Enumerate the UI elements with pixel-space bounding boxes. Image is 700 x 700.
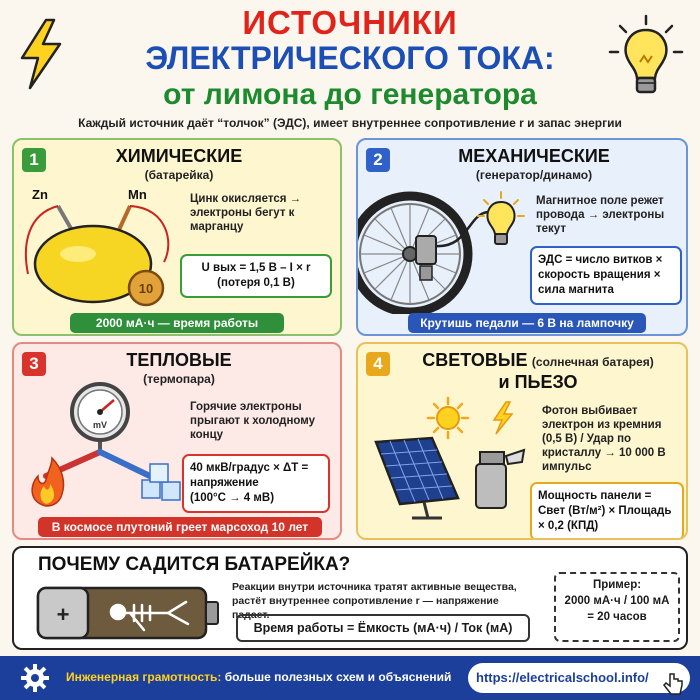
card-subtitle: (батарейка)	[144, 168, 214, 182]
card-number: 1	[22, 148, 46, 172]
header	[0, 0, 700, 140]
gear-icon	[20, 663, 50, 693]
light-bulb-icon	[606, 12, 686, 102]
card-thermal	[12, 342, 342, 540]
card-subtitle: (термопара)	[143, 372, 215, 386]
electrode-zn-label: Zn	[32, 187, 48, 202]
card-title: ХИМИЧЕСКИЕ	[115, 146, 243, 166]
card-mechanical	[356, 138, 688, 336]
footer-brand: Инженерная грамотность:	[66, 670, 222, 684]
voltmeter-icon	[72, 384, 128, 440]
card-banner: 2000 мА·ч — время работы	[70, 313, 284, 333]
card-title-line2: и ПЬЕЗО	[498, 372, 578, 392]
title-line-1: ИСТОЧНИКИ	[242, 4, 458, 41]
cursor-icon	[662, 672, 684, 696]
card-text: Фотон выбивает электрон из кремния (0,5 В) / Удар по кристаллу → 10 000 В импульс	[542, 405, 666, 473]
example-line: 2000 мА·ч / 100 мА	[564, 595, 670, 607]
formula-line: 40 мкВ/градус × ΔT =	[190, 462, 309, 474]
card-banner: Крутишь педали — 6 В на лампочку	[408, 313, 646, 333]
formula-box	[182, 454, 330, 513]
coin-label: 10	[138, 281, 154, 296]
card-number: 3	[22, 352, 46, 376]
formula-line: (100°C → 4 мВ)	[190, 492, 275, 504]
lighter-icon	[476, 450, 524, 508]
card-number: 2	[366, 148, 390, 172]
card-chemical	[12, 138, 342, 336]
card-title: СВЕТОВЫЕ	[422, 350, 528, 370]
lemon-illustration	[18, 184, 188, 308]
card-title-row	[398, 350, 678, 371]
fire-icon	[32, 458, 63, 506]
formula-line: U вых = 1,5 В – I × r	[201, 262, 311, 274]
card-title: ТЕПЛОВЫЕ	[126, 350, 232, 370]
example-title: Пример:	[592, 579, 642, 591]
ice-cubes-icon	[142, 464, 180, 500]
card-number: 4	[366, 352, 390, 376]
subtitle: Каждый источник даёт “толчок” (ЭДС), имеет внутреннее сопротивление r и запас энергии	[78, 116, 622, 130]
card-text: Горячие электроны прыгают к холодному концу	[190, 401, 316, 441]
formula-box: ЭДС = число витков × скорость вращения × сила магнита	[530, 246, 682, 305]
light-bulb-icon	[476, 190, 526, 252]
solar-illustration	[362, 394, 552, 520]
sun-icon	[428, 398, 468, 438]
dynamo-icon	[416, 236, 436, 280]
footer-url-link[interactable]	[468, 663, 690, 693]
card-title: МЕХАНИЧЕСКИЕ	[458, 146, 610, 166]
footer	[0, 656, 700, 700]
formula-box	[180, 254, 332, 298]
bicycle-wheel-icon	[358, 196, 468, 312]
card-subtitle: (генератор/динамо)	[475, 168, 593, 182]
footer-tagline: больше полезных схем и объяснений	[221, 670, 452, 684]
example-box	[554, 572, 680, 642]
runtime-formula: Время работы = Ёмкость (мА·ч) / Ток (мА)	[236, 614, 530, 642]
battery-illustration	[34, 582, 224, 644]
formula-line: напряжение	[190, 477, 259, 489]
lightning-bolt-icon	[494, 402, 512, 434]
example-line: = 20 часов	[587, 611, 647, 623]
thermocouple-illustration	[18, 372, 188, 512]
footer-url[interactable]: https://electricalschool.info/	[476, 670, 649, 685]
electrode-mn-label: Mn	[128, 187, 147, 202]
battery-section	[12, 546, 688, 650]
footer-text	[66, 670, 451, 684]
section-text: Реакции внутри источника тратят активные вещества, растёт внутреннее сопротивление r — напряжение падает.	[232, 581, 517, 621]
card-text: Магнитное поле режет провода → электроны текут	[536, 195, 665, 235]
formula-line: (потеря 0,1 В)	[217, 277, 295, 289]
battery-plus: +	[56, 602, 70, 627]
section-title: ПОЧЕМУ САДИТСЯ БАТАРЕЙКА?	[38, 554, 351, 575]
title-line-2: ЭЛЕКТРИЧЕСКОГО ТОКА:	[145, 40, 555, 76]
formula-box: Мощность панели = Свет (Вт/м²) × Площадь × 0,2 (КПД)	[530, 482, 684, 540]
solar-panel-icon	[376, 438, 458, 518]
gauge-label: mV	[92, 420, 108, 430]
card-text: Цинк окисляется → электроны бегут к марганцу	[190, 193, 302, 233]
title-line-3: от лимона до генератора	[163, 78, 537, 111]
card-light-piezo	[356, 342, 688, 540]
card-title-extra: (солнечная батарея)	[531, 355, 654, 369]
card-banner: В космосе плутоний греет марсоход 10 лет	[38, 517, 322, 537]
